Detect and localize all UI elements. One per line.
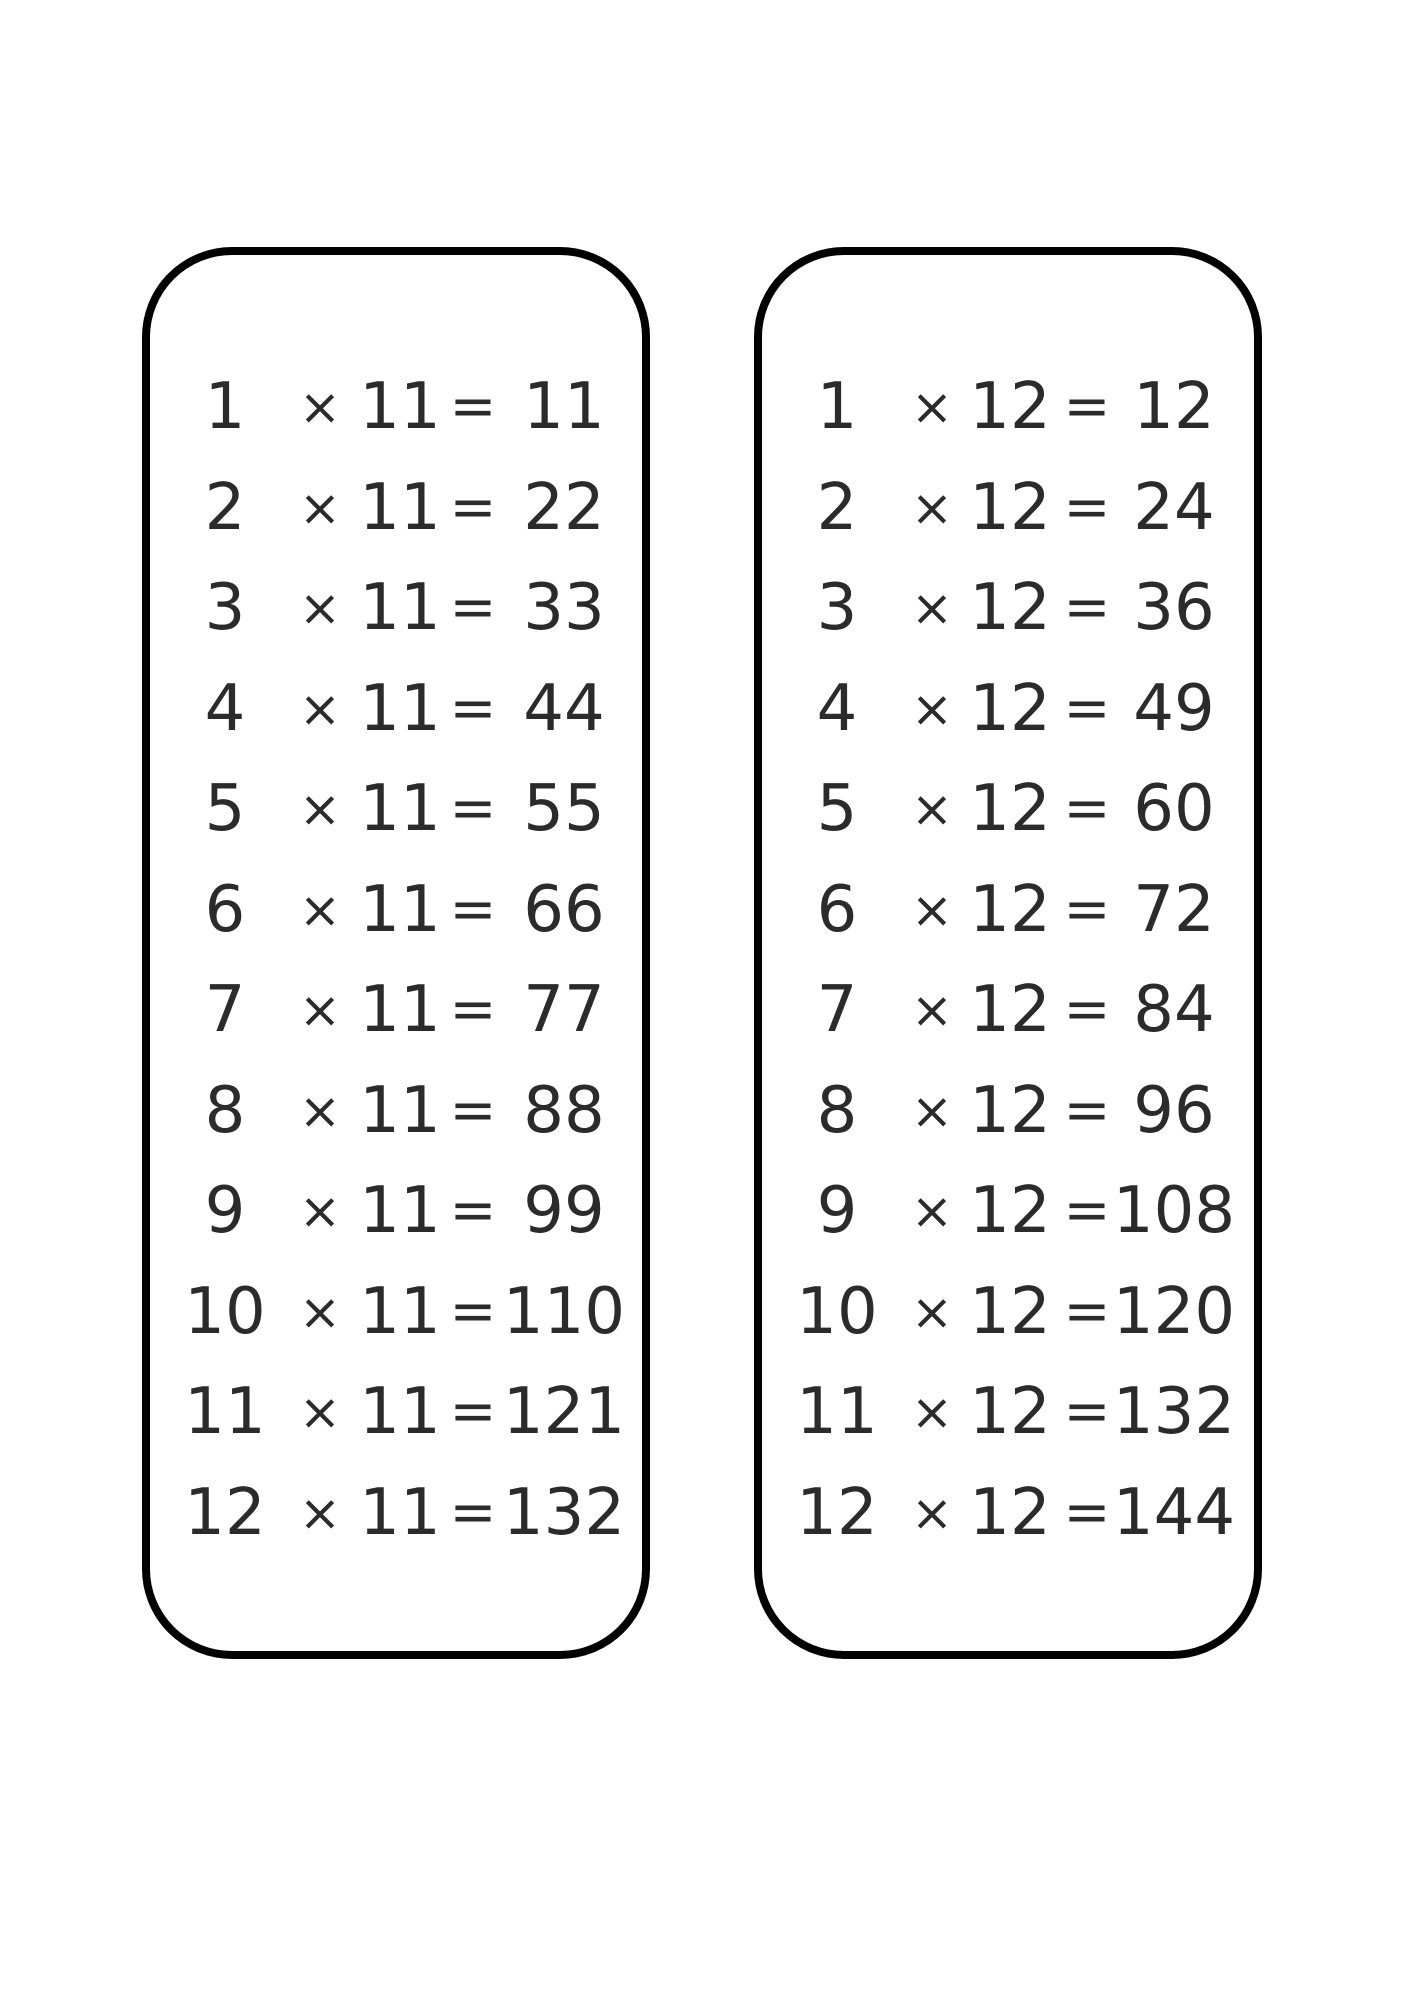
times-sign: × [911,981,953,1039]
times-sign: × [299,880,341,939]
product: 72 [1133,872,1215,947]
product: 96 [1133,1073,1215,1148]
equation-row [762,970,1254,1050]
times-sign: × [911,579,953,637]
equals-sign: = [1063,474,1111,540]
equation-row [150,669,642,749]
product: 99 [523,1174,605,1248]
equals-sign: = [1063,876,1111,942]
multiplier: 12 [969,470,1051,545]
factor: 9 [816,1174,858,1248]
factor: 3 [816,571,858,645]
equation-row [762,769,1254,849]
product: 132 [502,1475,626,1550]
equation-row [762,468,1254,548]
multiplier: 11 [359,470,441,545]
times-sign: × [299,780,341,838]
multiplier: 11 [359,1475,441,1550]
factor: 7 [816,973,858,1047]
equals-sign: = [1063,776,1111,841]
multiplier: 11 [359,1375,441,1449]
times-sign: × [299,1483,341,1542]
times-sign: × [299,1383,341,1441]
multiplier: 11 [359,370,441,444]
factor: 6 [816,872,858,947]
factor: 4 [204,671,246,746]
product: 110 [502,1274,626,1349]
times-sign: × [911,780,953,838]
multiplier: 11 [359,973,441,1047]
multiplier: 12 [969,872,1051,947]
equals-sign: = [1063,1379,1111,1444]
equation-row [150,769,642,849]
multiplier: 11 [359,571,441,645]
factor: 2 [204,470,246,545]
times-sign: × [911,1483,953,1542]
factor: 7 [204,973,246,1047]
equals-sign: = [449,776,497,841]
times-sign: × [911,378,953,436]
times-sign: × [299,478,341,537]
equals-sign: = [1063,374,1111,439]
product: 144 [1112,1475,1236,1550]
times-sign: × [299,679,341,738]
equation-row [762,669,1254,749]
factor: 3 [204,571,246,645]
equals-sign: = [449,876,497,942]
factor: 9 [204,1174,246,1248]
equals-sign: = [1063,977,1111,1042]
equals-sign: = [1063,1178,1111,1243]
product: 66 [523,872,605,947]
multiplier: 11 [359,1274,441,1349]
equation-row [150,1071,642,1151]
factor: 1 [816,370,858,444]
equation-row [150,970,642,1050]
multiplier: 12 [969,772,1051,846]
factor: 8 [816,1073,858,1148]
equals-sign: = [1063,1479,1111,1545]
multiplier: 11 [359,872,441,947]
factor: 10 [796,1274,878,1349]
product: 11 [523,370,605,444]
equals-sign: = [449,1077,497,1143]
multiplier: 12 [969,671,1051,746]
times-sign: × [299,1081,341,1140]
equation-row [762,1272,1254,1352]
equation-row [150,367,642,447]
multiplier: 11 [359,772,441,846]
equals-sign: = [449,675,497,741]
equation-row [762,1071,1254,1151]
product: 36 [1133,571,1215,645]
equation-row [762,870,1254,950]
times-sign: × [911,1383,953,1441]
multiplier: 11 [359,1073,441,1148]
product: 24 [1133,470,1215,545]
factor: 12 [184,1475,266,1550]
equals-sign: = [1063,1278,1111,1344]
multiplier: 12 [969,370,1051,444]
factor: 5 [816,772,858,846]
equation-row [150,1272,642,1352]
equation-row [150,568,642,648]
multiplier: 11 [359,1174,441,1248]
multiplier: 12 [969,571,1051,645]
equation-row [150,1372,642,1452]
product: 44 [523,671,605,746]
equals-sign: = [1063,1077,1111,1143]
equals-sign: = [449,474,497,540]
factor: 1 [204,370,246,444]
times-sign: × [299,579,341,637]
multiplier: 12 [969,1475,1051,1550]
product: 132 [1112,1375,1236,1449]
product: 108 [1112,1174,1236,1248]
equals-sign: = [449,977,497,1042]
product: 55 [523,772,605,846]
multiplier: 12 [969,1274,1051,1349]
equation-row [762,367,1254,447]
times-sign: × [911,1081,953,1140]
product: 33 [523,571,605,645]
equation-row [150,870,642,950]
equals-sign: = [449,1278,497,1344]
equals-sign: = [449,1379,497,1444]
equation-row [762,1473,1254,1553]
equation-row [762,568,1254,648]
times-sign: × [911,478,953,537]
times-sign: × [299,1182,341,1240]
multiplier: 12 [969,1073,1051,1148]
factor: 5 [204,772,246,846]
factor: 11 [184,1375,266,1449]
equation-row [150,1473,642,1553]
product: 88 [523,1073,605,1148]
times-sign: × [911,679,953,738]
multiplier: 12 [969,1174,1051,1248]
factor: 8 [204,1073,246,1148]
times-table-11-card [142,247,650,1659]
product: 120 [1112,1274,1236,1349]
product: 60 [1133,772,1215,846]
equation-row [150,468,642,548]
product: 49 [1133,671,1215,746]
equation-row [762,1372,1254,1452]
factor: 4 [816,671,858,746]
equals-sign: = [449,374,497,439]
factor: 10 [184,1274,266,1349]
equals-sign: = [1063,675,1111,741]
factor: 6 [204,872,246,947]
equals-sign: = [449,1479,497,1545]
equals-sign: = [449,575,497,640]
multiplier: 11 [359,671,441,746]
factor: 11 [796,1375,878,1449]
times-sign: × [299,378,341,436]
times-table-12-card [754,247,1262,1659]
product: 121 [502,1375,626,1449]
equals-sign: = [449,1178,497,1243]
factor: 12 [796,1475,878,1550]
multiplier: 12 [969,973,1051,1047]
times-sign: × [299,981,341,1039]
times-sign: × [299,1282,341,1341]
factor: 2 [816,470,858,545]
times-sign: × [911,1182,953,1240]
product: 12 [1133,370,1215,444]
multiplier: 12 [969,1375,1051,1449]
product: 77 [523,973,605,1047]
times-sign: × [911,1282,953,1341]
equation-row [150,1171,642,1251]
product: 22 [523,470,605,545]
product: 84 [1133,973,1215,1047]
times-sign: × [911,880,953,939]
equation-row [762,1171,1254,1251]
equals-sign: = [1063,575,1111,640]
